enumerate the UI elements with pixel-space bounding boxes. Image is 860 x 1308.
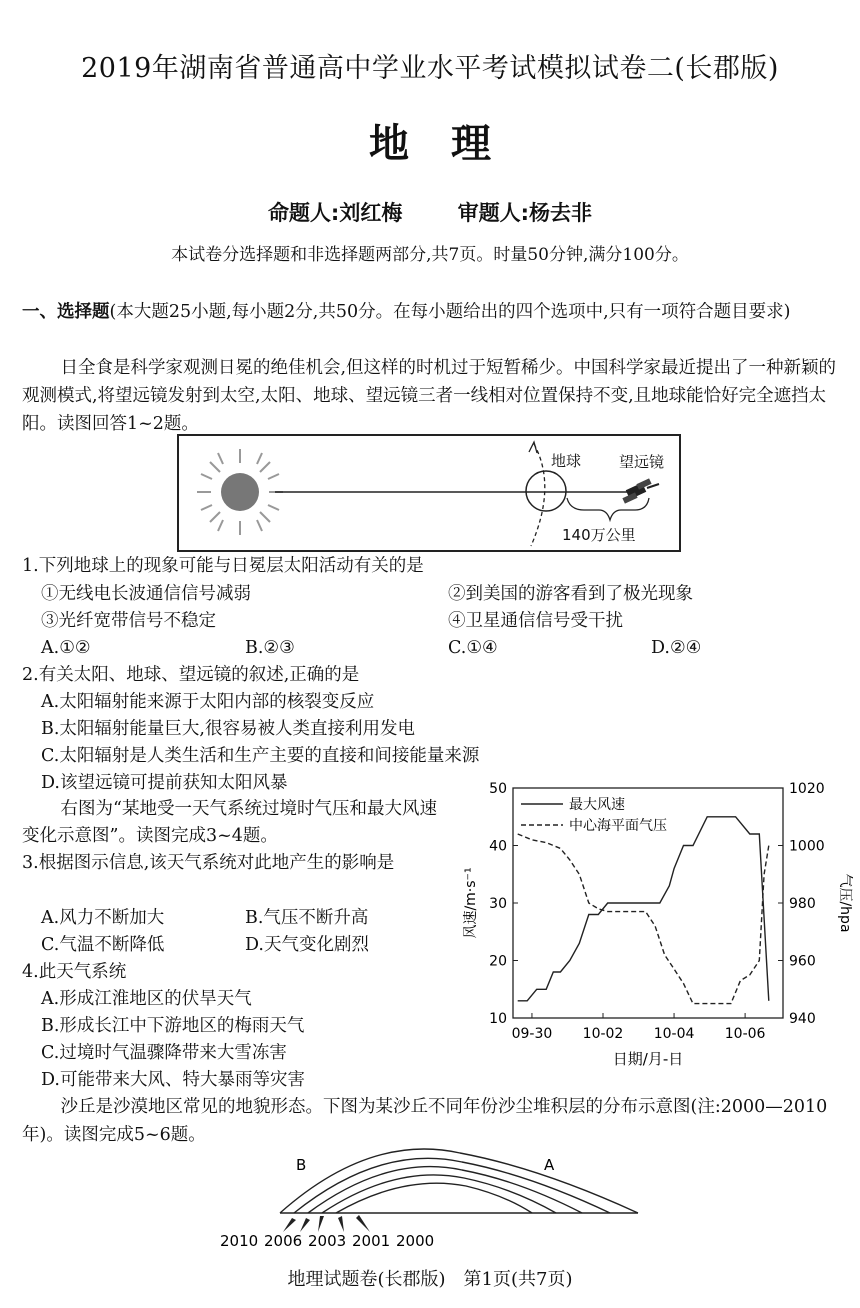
earth-circle xyxy=(526,471,566,511)
y-right-tick-label: 980 xyxy=(789,896,816,912)
y-left-tick-label: 20 xyxy=(489,953,507,970)
dune-year-2001: 2001 xyxy=(352,1232,391,1250)
telescope-icon xyxy=(622,478,659,503)
dune-year-2000: 2000 xyxy=(396,1232,435,1250)
q3-stem: 3.根据图示信息,该天气系统对此地产生的影响是 xyxy=(22,853,395,873)
q1-item-1: ①无线电长波通信信号减弱 xyxy=(41,584,251,604)
section-desc: (本大题25小题,每小题2分,共50分。在每小题给出的四个选项中,只有一项符合题目要求) xyxy=(109,302,791,322)
q2-option-b: B.太阳辐射能量巨大,很容易被人类直接利用发电 xyxy=(41,719,415,739)
series-line-2 xyxy=(518,834,769,1004)
y-left-tick-label: 10 xyxy=(489,1011,507,1027)
author-name: 命题人:刘红梅 xyxy=(267,201,403,225)
distance-brace xyxy=(567,498,649,520)
y-right-tick-label: 1000 xyxy=(789,838,825,855)
series-line-1 xyxy=(518,817,769,1001)
subject-title: 地理 xyxy=(369,121,533,167)
y-right-tick-label: 940 xyxy=(789,1011,816,1027)
figure-sun-earth-telescope xyxy=(177,434,681,552)
q1-option-a: A.①② xyxy=(41,638,91,658)
q3-option-b: B.气压不断升高 xyxy=(245,908,369,928)
dune-layer-2000 xyxy=(336,1183,532,1213)
y-left-tick-label: 40 xyxy=(489,838,507,855)
q4-option-d: D.可能带来大风、特大暴雨等灾害 xyxy=(41,1070,305,1090)
q2-option-c: C.太阳辐射是人类生活和生产主要的直接和间接能量来源 xyxy=(41,746,480,766)
dune-label-b: B xyxy=(296,1156,307,1174)
exam-title: 2019年湖南省普通高中学业水平考试模拟试卷二(长郡版) xyxy=(81,53,779,84)
q2-option-a: A.太阳辐射能来源于太阳内部的核裂变反应 xyxy=(41,692,375,712)
dune-year-2010: 2010 xyxy=(220,1232,259,1250)
dune-layer-2001 xyxy=(322,1175,556,1213)
sand-dune-figure xyxy=(210,1148,650,1252)
intro-paragraph-1: 日全食是科学家观测日冕的绝佳机会,但这样的时机过于短暂稀少。中国科学家最近提出了一种新颖的观测模式,将望远镜发射到太空,太阳、地球、望远镜三者一线相对位置保持不变,且地球能恰好完全遮挡太阳。读图回答1~2题。 xyxy=(22,358,837,434)
intro-paragraph-3: 沙丘是沙漠地区常见的地貌形态。下图为某沙丘不同年份沙尘堆积层的分布示意图(注:2000—2010年)。读图完成5~6题。 xyxy=(22,1097,828,1145)
section-heading xyxy=(22,298,842,326)
x-tick-label: 10-04 xyxy=(653,1026,695,1042)
exam-note: 本试卷分选择题和非选择题两部分,共7页。时量50分钟,满分100分。 xyxy=(171,245,689,265)
y-right-tick-label: 1020 xyxy=(789,781,825,797)
legend-label-1: 最大风速 xyxy=(569,797,625,813)
authors-line xyxy=(0,197,860,227)
distance-label: 140万公里 xyxy=(562,526,636,544)
q1-item-3: ③光纤宽带信号不稳定 xyxy=(41,611,216,631)
telescope-label: 望远镜 xyxy=(619,453,665,471)
dune-label-a: A xyxy=(544,1156,555,1174)
dune-year-2003: 2003 xyxy=(308,1232,347,1250)
q3-option-d: D.天气变化剧烈 xyxy=(245,935,369,955)
section-title: 一、选择题 xyxy=(22,302,110,322)
q1-item-2: ②到美国的游客看到了极光现象 xyxy=(448,584,693,604)
x-axis-label: 日期/月-日 xyxy=(612,1050,684,1068)
dune-year-2006: 2006 xyxy=(264,1232,303,1250)
q1-option-b: B.②③ xyxy=(245,638,295,658)
earth-label: 地球 xyxy=(551,452,582,470)
sun-icon xyxy=(197,449,283,535)
q3-option-a: A.风力不断加大 xyxy=(41,908,165,928)
reviewer-name: 审题人:杨去非 xyxy=(457,201,593,225)
dune-layers xyxy=(280,1149,638,1213)
figure1-svg xyxy=(179,436,679,550)
intro-paragraph-2: 右图为“某地受一天气系统过境时气压和最大风速变化示意图”。读图完成3~4题。 xyxy=(22,799,437,846)
q1-option-c: C.①④ xyxy=(448,638,498,658)
q3-option-c: C.气温不断降低 xyxy=(41,935,165,955)
q4-option-b: B.形成长江中下游地区的梅雨天气 xyxy=(41,1016,305,1036)
x-tick-label: 09-30 xyxy=(511,1026,553,1042)
q2-stem: 2.有关太阳、地球、望远镜的叙述,正确的是 xyxy=(22,665,360,685)
weather-chart xyxy=(453,772,853,1084)
earth-orbit xyxy=(531,444,545,546)
y-right-axis-label: 气压/hpa xyxy=(837,873,853,933)
y-left-axis-label: 风速/m·s⁻¹ xyxy=(463,867,479,939)
y-left-tick-label: 50 xyxy=(489,781,507,797)
q1-item-4: ④卫星通信信号受干扰 xyxy=(448,611,623,631)
x-tick-label: 10-02 xyxy=(582,1026,624,1042)
dune-layer-2010 xyxy=(280,1149,638,1213)
legend-label-2: 中心海平面气压 xyxy=(569,818,667,834)
q4-stem: 4.此天气系统 xyxy=(22,962,127,982)
weather-chart-svg xyxy=(453,772,853,1084)
dune-layer-2006 xyxy=(294,1158,610,1213)
y-left-tick-label: 30 xyxy=(489,896,507,912)
q1-stem: 1.下列地球上的现象可能与日冕层太阳活动有关的是 xyxy=(22,556,424,576)
q4-option-a: A.形成江淮地区的伏旱天气 xyxy=(41,989,252,1009)
page-footer: 地理试题卷(长郡版) 第1页(共7页) xyxy=(287,1269,573,1290)
q4-option-c: C.过境时气温骤降带来大雪冻害 xyxy=(41,1043,287,1063)
y-right-tick-label: 960 xyxy=(789,953,816,970)
q2-option-d: D.该望远镜可提前获知太阳风暴 xyxy=(41,773,288,793)
x-tick-label: 10-06 xyxy=(724,1026,766,1042)
dune-arrows xyxy=(283,1215,370,1232)
orbit-arrow-icon xyxy=(529,442,537,453)
q1-option-d: D.②④ xyxy=(651,638,702,658)
